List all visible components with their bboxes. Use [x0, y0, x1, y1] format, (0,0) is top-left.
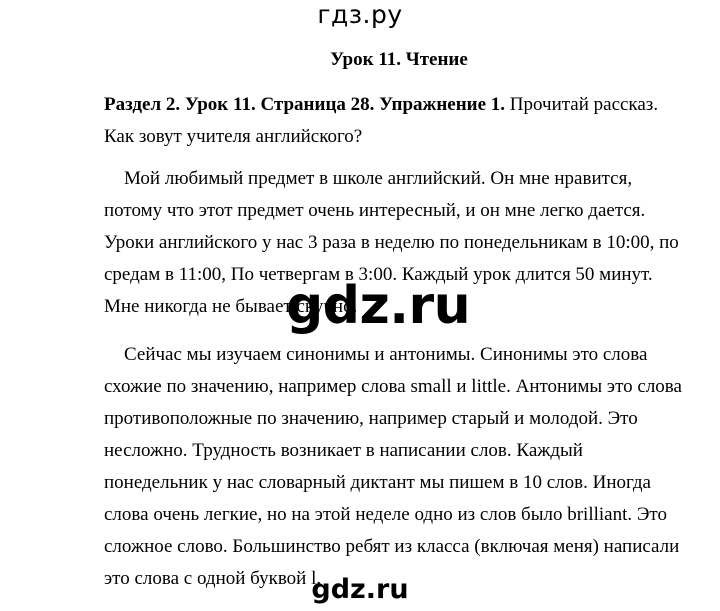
site-name: гдз.ру [317, 0, 403, 29]
story-paragraph-1: Мой любимый предмет в школе английский. Он мне нравится, потому что этот предмет очень интересный, и он мне легко дается. Уроки английского у нас 3 раза в неделю по понедельникам в 10:00, по средам в 11:00, По четвергам в 3:00. Каждый урок длится 50 минут. Мне никогда не бывает скучно. [104, 168, 679, 317]
task-instruction: Прочитай рассказ. Как зовут учителя английского? [104, 94, 659, 147]
site-header-logo [0, 0, 720, 30]
task-reference: Раздел 2. Урок 11. Страница 28. Упражнение 1. [104, 94, 506, 115]
footer-site-name: gdz.ru [311, 574, 409, 605]
task-statement [104, 89, 684, 153]
watermark: gdz.ru [286, 276, 471, 336]
site-footer-logo [0, 573, 720, 607]
story-paragraph-2: Сейчас мы изучаем синонимы и антонимы. Синонимы это слова схожие по значению, например слова small и little. Антонимы это слова противоположные по значению, например старый и молодой. Это несложно. Трудность возникает в написании слов. Каждый понедельник у нас словарный диктант мы пишем в 10 слов. Иногда слова очень легкие, но на этой неделе одно из слов было brilliant. Это сложное слово. Большинство ребят из класса (включая меня) написали это слова с одной буквой l. [104, 344, 682, 589]
lesson-title: Урок 11. Чтение [330, 49, 468, 70]
